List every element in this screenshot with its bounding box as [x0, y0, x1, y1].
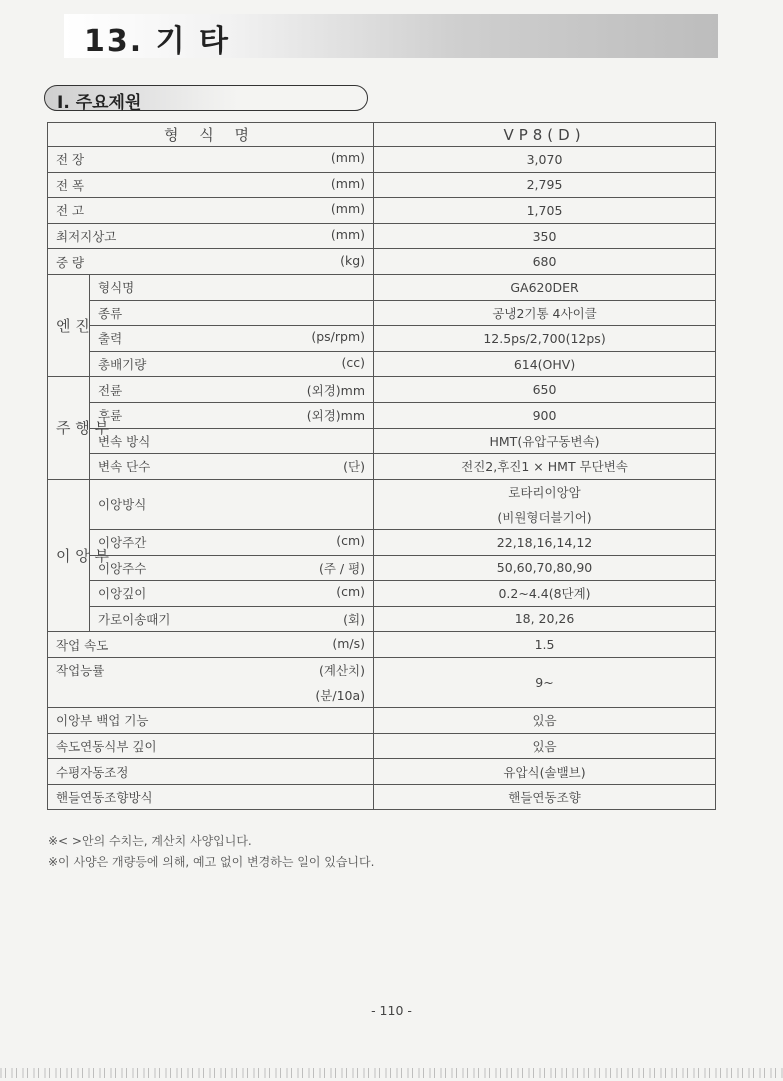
- table-row: [48, 428, 716, 454]
- row-name: 수평자동조정: [56, 764, 129, 780]
- row-value: 공냉2기통 4사이클: [374, 300, 716, 326]
- row-name: 이앙주수: [98, 560, 147, 576]
- header-name-cell: 형 식 명: [48, 123, 374, 147]
- row-value: 3,070: [374, 147, 716, 173]
- row-unit: (외경)mm: [306, 382, 366, 398]
- table-row: [48, 377, 716, 403]
- table-row: [48, 581, 716, 607]
- row-value: 전진2,후진1 × HMT 무단변속: [374, 454, 716, 480]
- page-number: - 110 -: [371, 1003, 412, 1018]
- table-row: [48, 708, 716, 734]
- row-unit: (cm): [336, 533, 366, 549]
- table-row: [48, 555, 716, 581]
- row-name: 전 장: [56, 152, 85, 168]
- row-name: 이앙깊이: [98, 586, 147, 602]
- row-unit: (ps/rpm): [311, 329, 366, 345]
- table-row: [48, 606, 716, 632]
- row-value: 50,60,70,80,90: [374, 555, 716, 581]
- row-value: 350: [374, 223, 716, 249]
- group-label-travel: 주 행 부: [48, 377, 90, 479]
- row-unit: (분/10a): [315, 687, 366, 703]
- row-unit: (외경)mm: [306, 408, 366, 424]
- row-unit: (계산치): [319, 663, 366, 679]
- row-name: 변속 방식: [98, 433, 151, 449]
- row-name: 작업능률: [56, 663, 105, 679]
- row-name: 이앙주간: [98, 535, 147, 551]
- row-value: 1.5: [374, 632, 716, 658]
- row-name: 총배기량: [98, 357, 147, 373]
- row-unit: (mm): [330, 175, 366, 191]
- section-label: I. 주요제원: [57, 93, 142, 113]
- row-name: 전 폭: [56, 177, 85, 193]
- row-unit: (단): [343, 459, 366, 475]
- row-unit: (mm): [330, 227, 366, 243]
- row-name: 가로이송때기: [98, 611, 171, 627]
- table-row: [48, 198, 716, 224]
- row-unit: (mm): [330, 150, 366, 166]
- row-name: 핸들연동조향방식: [56, 790, 153, 806]
- row-value: HMT(유압구동변속): [374, 428, 716, 454]
- row-value: 1,705: [374, 198, 716, 224]
- row-name: 중 량: [56, 254, 85, 270]
- row-unit: (회): [343, 611, 366, 627]
- row-name: 작업 속도: [56, 637, 109, 653]
- row-unit: (주 / 평): [318, 560, 366, 576]
- table-row: [48, 759, 716, 785]
- row-value: 18, 20,26: [374, 606, 716, 632]
- footnote: ※이 사양은 개량등에 의해, 예고 없이 변경하는 일이 있습니다.: [48, 855, 375, 869]
- row-value: 650: [374, 377, 716, 403]
- table-row: [48, 147, 716, 173]
- section-pill: [44, 85, 368, 111]
- row-name: 형식명: [98, 280, 135, 296]
- scan-artifact-bar: [0, 1068, 783, 1078]
- row-value: 614(OHV): [374, 351, 716, 377]
- row-name: 최저지상고: [56, 229, 117, 245]
- row-value: 유압식(솔밸브): [374, 759, 716, 785]
- table-row: [48, 657, 716, 682]
- row-name: 후륜: [98, 408, 123, 424]
- row-name: 이앙부 백업 기능: [56, 713, 149, 729]
- row-name: 종류: [98, 305, 123, 321]
- table-row: [48, 274, 716, 300]
- row-value: 2,795: [374, 172, 716, 198]
- row-value: 900: [374, 402, 716, 428]
- table-header-row: [48, 123, 716, 147]
- table-row: [48, 223, 716, 249]
- row-unit: (kg): [340, 252, 366, 268]
- table-row: [48, 632, 716, 658]
- row-value: 22,18,16,14,12: [374, 529, 716, 555]
- table-row: [48, 479, 716, 504]
- table-row: [48, 784, 716, 810]
- row-value: 핸들연동조향: [374, 784, 716, 810]
- row-value: 있음: [374, 733, 716, 759]
- table-row: [48, 454, 716, 480]
- row-name: 전 고: [56, 203, 85, 219]
- row-value: 680: [374, 249, 716, 275]
- row-name: 이앙방식: [98, 497, 147, 513]
- row-unit: (mm): [330, 201, 366, 217]
- table-row: [48, 326, 716, 352]
- chapter-title: 13. 기 타: [84, 24, 230, 59]
- table-row: [48, 351, 716, 377]
- row-unit: (cc): [341, 355, 366, 371]
- table-row: [48, 172, 716, 198]
- header-model-cell: VP8(D): [374, 123, 716, 147]
- footnote: ※< >안의 수치는, 계산치 사양입니다.: [48, 834, 252, 848]
- row-name: 출력: [98, 331, 123, 347]
- spec-table: [47, 122, 716, 810]
- row-unit: (m/s): [332, 635, 366, 651]
- row-value: (비원형더블기어): [374, 504, 716, 529]
- row-name: 변속 단수: [98, 459, 151, 475]
- row-value: GA620DER: [374, 274, 716, 300]
- group-label-engine: 엔 진: [48, 274, 90, 376]
- row-value: 있음: [374, 708, 716, 734]
- row-name: 속도연동식부 깊이: [56, 738, 157, 754]
- group-label-planting: 이 앙 부: [48, 479, 90, 632]
- row-unit: (cm): [336, 584, 366, 600]
- table-row: [48, 300, 716, 326]
- table-row: [48, 733, 716, 759]
- row-value: 0.2~4.4(8단계): [374, 581, 716, 607]
- row-value: 로타리이앙암: [374, 479, 716, 504]
- row-value: 12.5ps/2,700(12ps): [374, 326, 716, 352]
- row-value: 9~: [374, 657, 716, 707]
- table-row: [48, 402, 716, 428]
- table-row: [48, 249, 716, 275]
- row-name: 전륜: [98, 382, 123, 398]
- table-row: [48, 529, 716, 555]
